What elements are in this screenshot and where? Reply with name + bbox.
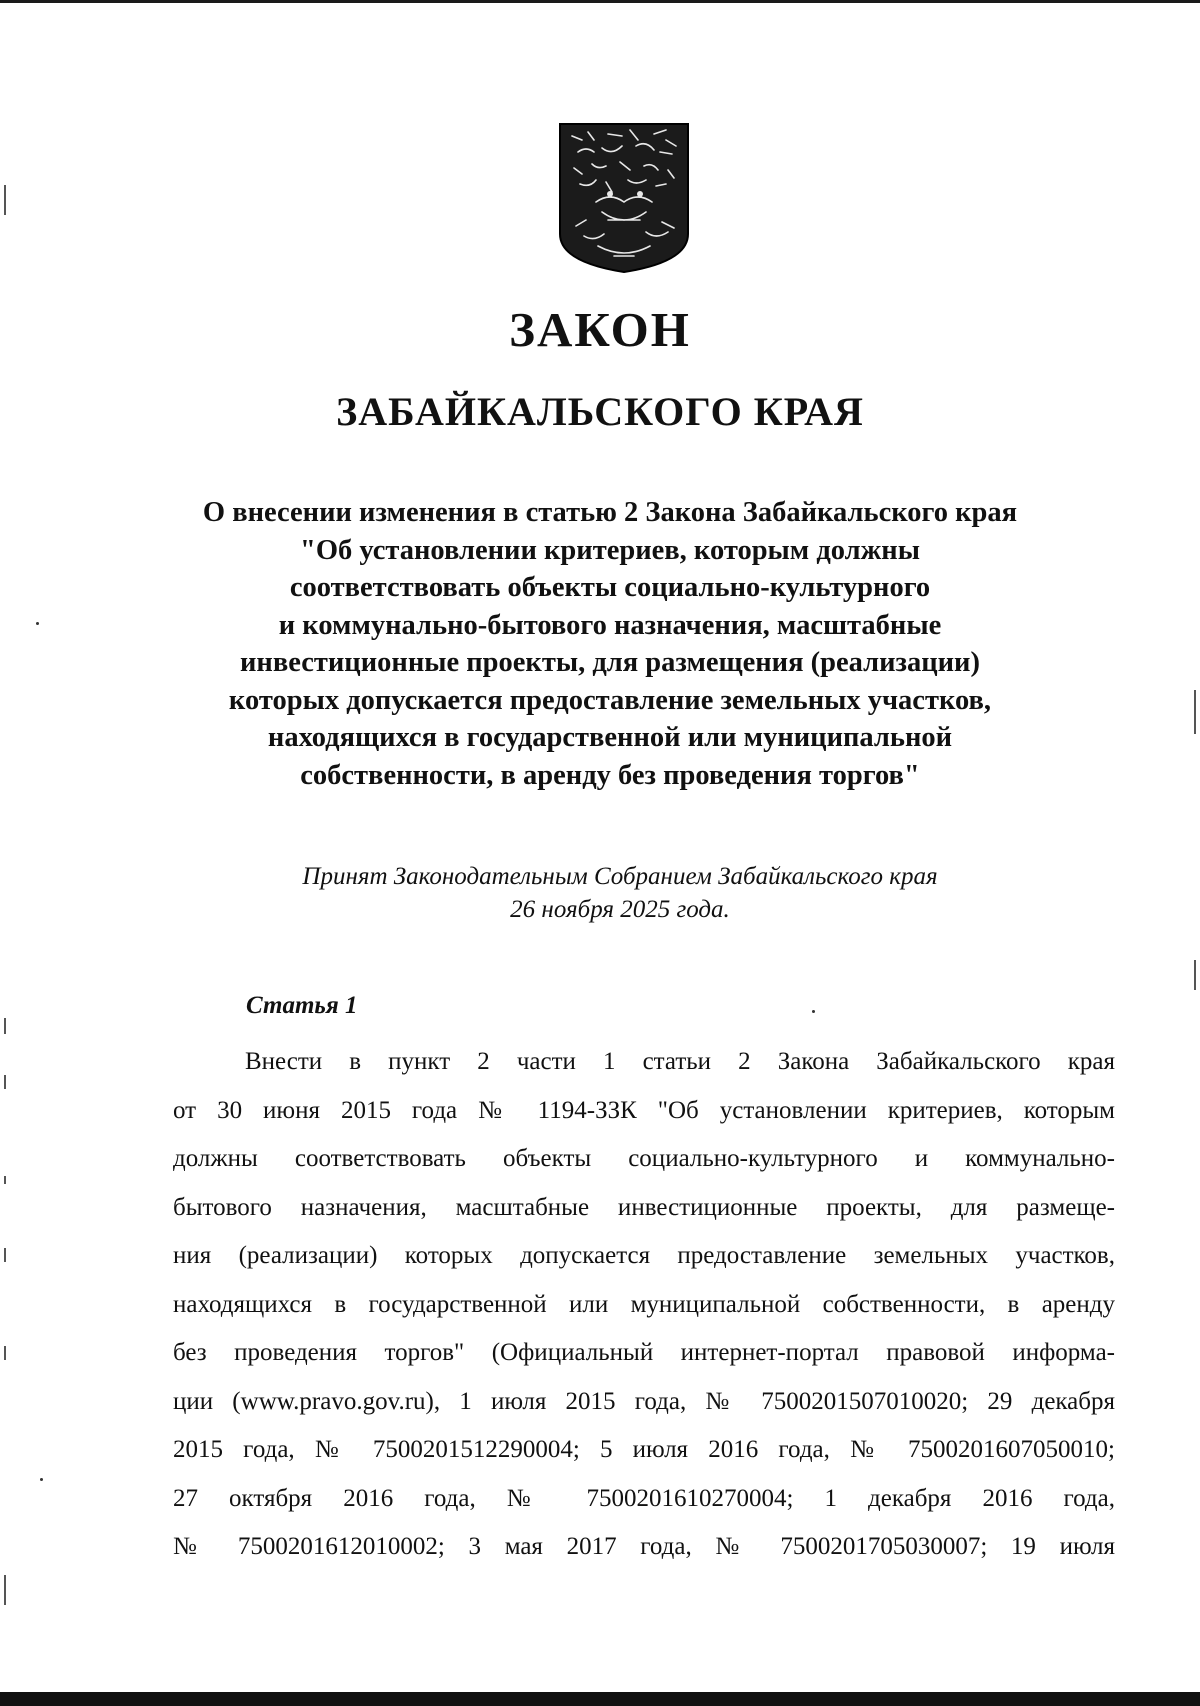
- article-line: должны соответствовать объекты социально-культурного и коммунально-: [173, 1145, 1115, 1172]
- law-name-line: собственности, в аренду без проведения торгов": [300, 759, 920, 791]
- law-name-line: инвестиционные проекты, для размещения (реализации): [240, 647, 980, 678]
- document-title: ЗАКОН: [509, 302, 691, 357]
- scan-bottom-border: [0, 1692, 1200, 1706]
- article-line: 27 октября 2016 года, № 7500201610270004; 1 декабря 2016 года,: [173, 1484, 1115, 1512]
- scan-edge-mark: [4, 1176, 6, 1184]
- article-heading: Статья 1: [246, 992, 358, 1019]
- scan-edge-mark: [4, 185, 6, 215]
- article-line: № 7500201612010002; 3 мая 2017 года, № 7500201705030007; 19 июля: [173, 1533, 1115, 1560]
- article-line: Внести в пункт 2 части 1 статьи 2 Закона Забайкальского края: [245, 1048, 1115, 1075]
- law-name: [140, 494, 1080, 794]
- adoption-note: [200, 860, 1040, 926]
- article-body: [173, 1038, 1115, 1572]
- law-name-line: и коммунально-бытового назначения, масштабные: [278, 609, 942, 641]
- article-line: без проведения торгов" (Официальный интернет-портал правовой информа-: [173, 1339, 1115, 1366]
- scan-edge-mark: [1194, 690, 1196, 734]
- law-name-line: которых допускается предоставление земельных участков,: [228, 684, 992, 716]
- article-line: 2015 года, № 7500201512290004; 5 июля 2016 года, № 7500201607050010;: [173, 1436, 1115, 1463]
- coat-of-arms-icon: [558, 122, 690, 274]
- scan-speck: [812, 1010, 815, 1013]
- article-line: бытового назначения, масштабные инвестиционные проекты, для размеще-: [173, 1193, 1115, 1221]
- scan-speck: [40, 1478, 43, 1481]
- document-subtitle: ЗАБАЙКАЛЬСКОГО КРАЯ: [336, 389, 864, 434]
- article-line: ции (www.pravo.gov.ru), 1 июля 2015 года, № 7500201507010020; 29 декабря: [173, 1387, 1115, 1415]
- article-line: ния (реализации) которых допускается предоставление земельных участков,: [173, 1242, 1115, 1269]
- adoption-line: Принят Законодательным Собранием Забайкальского края: [302, 863, 938, 890]
- scan-edge-mark: [1194, 960, 1196, 990]
- scan-edge-mark: [4, 1075, 6, 1089]
- scan-speck: [36, 622, 39, 625]
- scan-edge-mark: [4, 1346, 6, 1360]
- scan-edge-mark: [4, 1018, 6, 1034]
- article-line: от 30 июня 2015 года № 1194-ЗЗК "Об установлении критериев, которым: [173, 1096, 1115, 1124]
- law-name-line: соответствовать объекты социально-культурного: [289, 572, 931, 603]
- scan-edge-mark: [4, 1248, 6, 1262]
- law-name-line: О внесении изменения в статью 2 Закона Забайкальского края: [202, 497, 1018, 528]
- scan-edge-mark: [4, 1575, 6, 1605]
- law-name-line: "Об установлении критериев, которым должны: [300, 534, 920, 566]
- law-name-line: находящихся в государственной или муниципальной: [267, 722, 953, 753]
- article-line: находящихся в государственной или муниципальной собственности, в аренду: [173, 1290, 1115, 1318]
- adoption-date: 26 ноября 2025 года.: [510, 896, 730, 923]
- scan-top-border: [0, 0, 1200, 3]
